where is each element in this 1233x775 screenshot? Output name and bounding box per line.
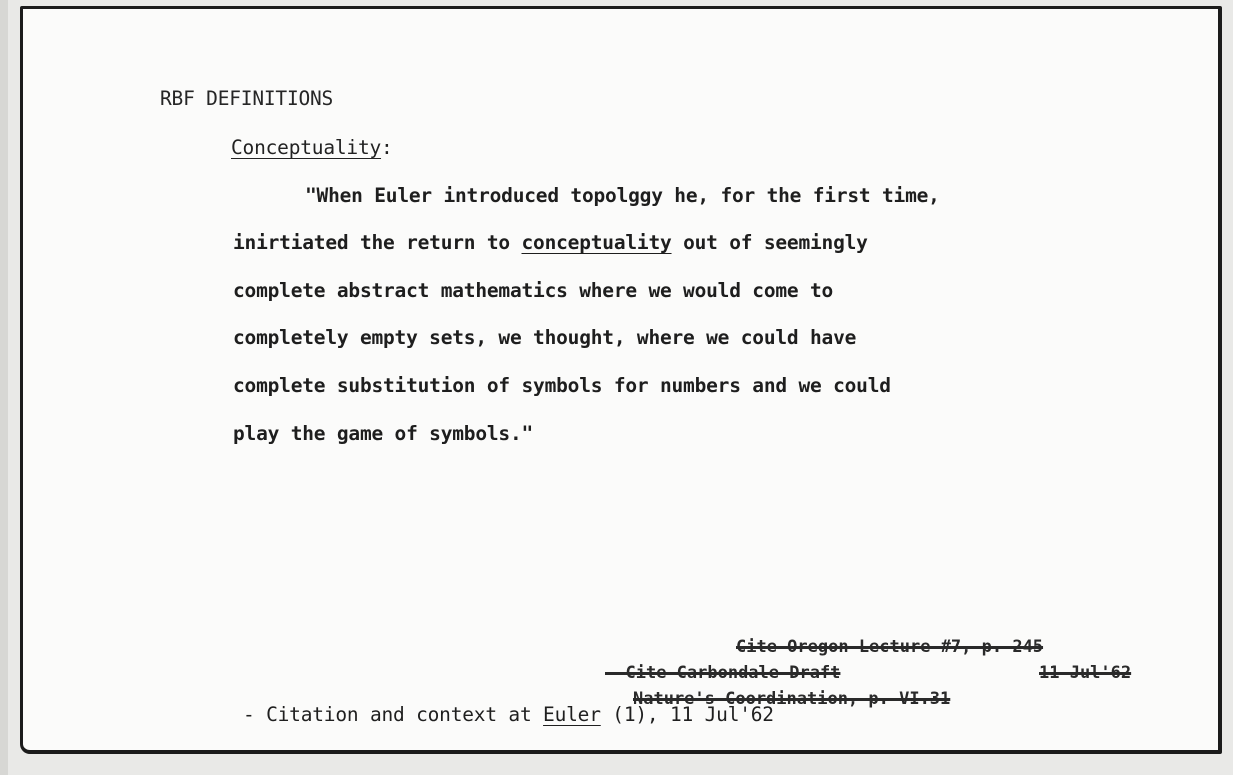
quote-line-6: play the game of symbols." (233, 422, 534, 445)
card-heading: RBF DEFINITIONS (160, 87, 334, 110)
struck-citation-2-dash: - (605, 663, 626, 683)
quote-line-2-post: out of seemingly (671, 231, 868, 254)
quote-line-3: complete abstract mathematics where we would come to (233, 279, 834, 302)
scan-shadow (0, 0, 8, 775)
definition-term-text: Conceptuality (231, 136, 382, 159)
quote-line-2-pre: inirtiated the return to (233, 231, 522, 254)
index-card (20, 6, 1222, 754)
quote-line-2 (233, 231, 868, 254)
quote-underlined-term: conceptuality (521, 231, 672, 254)
definition-term-colon: : (381, 136, 393, 159)
quote-line-4: completely empty sets, we thought, where we could have (233, 326, 857, 349)
citation-link-euler[interactable]: Euler (543, 703, 601, 726)
quote-line-1: "When Euler introduced topolggy he, for the first time, (305, 184, 940, 207)
struck-citation-2-text: Cite Carbondale Draft (625, 663, 841, 683)
struck-citation-1: Cite Oregon Lecture #7, p. 245 (736, 637, 1044, 657)
definition-term (231, 136, 393, 159)
citation-post: (1), 11 Jul'62 (600, 703, 774, 726)
citation-pre: - Citation and context at (243, 703, 544, 726)
struck-citation-2 (605, 663, 840, 683)
struck-citation-3: Nature's Coordination, p. VI.31 (633, 689, 951, 709)
citation-line (243, 703, 774, 726)
quote-line-5: complete substitution of symbols for numbers and we could (233, 374, 891, 397)
struck-date: 11 Jul'62 (1039, 663, 1132, 683)
